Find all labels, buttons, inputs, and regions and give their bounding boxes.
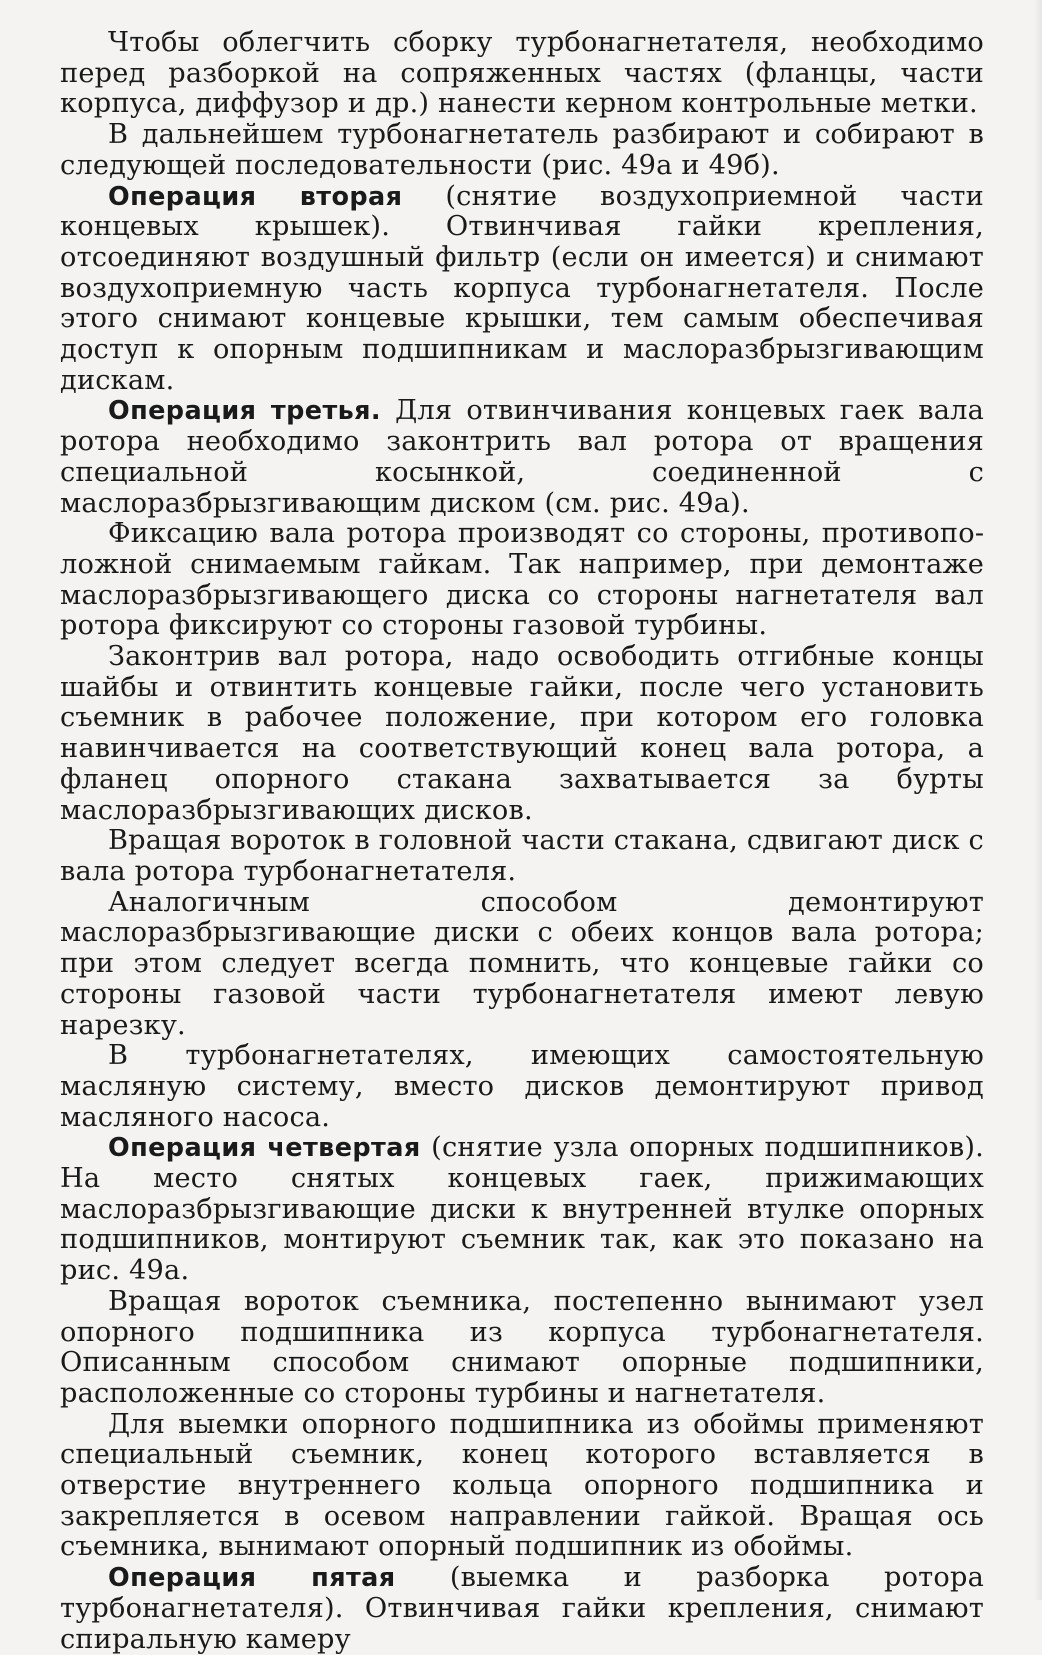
- paragraph-2: [60, 120, 984, 181]
- paragraph-1: [60, 28, 984, 120]
- paragraph-text: Фиксацию вала ротора производят со стороны, противоположной снимаемым гайкам. Так например, при демонтаже маслоразбрызгивающего диска со стороны нагнетателя вал ротора фиксируют со стороны газовой турбины.: [60, 518, 984, 642]
- document-page: [60, 28, 984, 1655]
- paragraph-lead: Операция третья.: [108, 396, 382, 427]
- paragraph-text: В дальнейшем турбонагнетатель разбирают и собирают в следующей последовательности (рис. 49а и 49б).: [60, 119, 984, 181]
- paragraph-11: [60, 1287, 984, 1410]
- paragraph-text: Для отвинчивания концевых гаек вала ротора необходимо законтрить вал ротора от вращения специальной косынкой, соединенной с маслоразбрызгивающим диском (см. рис. 49а).: [60, 395, 984, 519]
- paragraph-9: [60, 1041, 984, 1133]
- paragraph-lead: Операция вторая: [108, 181, 403, 212]
- paragraph-text: Для выемки опорного подшипника из обоймы применяют специальный съемник, конец которого вставляется в отверстие внутреннего кольца опорного подшипника и закрепляется в осевом направлении гайкой. Вращая ось съемника, вынимают опорный подшипник из обоймы.: [60, 1408, 984, 1563]
- paragraph-text: (снятие узла опорных подшипников). На место снятых концевых гаек, прижимающих маслоразбрызгивающие диски к внутренней втулке опорных подшипников, монтируют съемник так, как это показано на рис. 49а.: [60, 1132, 984, 1287]
- scan-edge-shadow: [1034, 0, 1042, 1600]
- paragraph-lead: Операция пятая: [108, 1563, 396, 1594]
- paragraph-3: [60, 182, 984, 397]
- paragraph-text: В турбонагнетателях, имеющих самостоятельную масляную систему, вместо дисков демонтируют привод масляного насоса.: [60, 1040, 984, 1133]
- paragraph-12: [60, 1410, 984, 1564]
- paragraph-7: [60, 826, 984, 887]
- paragraph-text: Вращая вороток съемника, постепенно вынимают узел опорного подшипника из корпуса турбонагнетателя. Описанным способом снимают опорные подшипники, расположенные со стороны турбины и нагнетателя.: [60, 1285, 984, 1409]
- paragraph-lead: Операция четвертая: [108, 1133, 421, 1164]
- paragraph-10: [60, 1133, 984, 1287]
- paragraph-text: Вращая вороток в головной части стакана, сдвигают диск с вала ротора турбонагнетателя.: [60, 825, 984, 887]
- paragraph-6: [60, 642, 984, 826]
- paragraph-8: [60, 888, 984, 1042]
- paragraph-text: Аналогичным способом демонтируют маслоразбрызгивающие диски с обеих концов вала ротора; при этом следует всегда помнить, что концевые гайки со стороны газовой части турбонагнетателя имеют левую нарезку.: [60, 886, 984, 1041]
- paragraph-13: [60, 1563, 984, 1655]
- paragraph-text: Чтобы облегчить сборку турбонагнетателя, необходимо перед разборкой на сопряженных частях (фланцы, части корпуса, диффузор и др.) нанести керном контрольные метки.: [60, 27, 984, 120]
- paragraph-text: (снятие воздухоприемной части концевых крышек). Отвинчивая гайки крепления, отсоединяют воздушный фильтр (если он имеется) и снимают воздухоприемную часть корпуса турбонагнетателя. После этого снимают концевые крышки, тем самым обеспечивая доступ к опорным подшипникам и маслоразбрызгивающим дискам.: [60, 180, 984, 396]
- paragraph-4: [60, 396, 984, 519]
- paragraph-5: [60, 519, 984, 642]
- paragraph-text: (выемка и разборка ротора турбонагнетателя). Отвинчивая гайки крепления, снимают спиральную камеру: [60, 1562, 984, 1655]
- paragraph-text: Законтрив вал ротора, надо освободить отгибные концы шайбы и отвинтить концевые гайки, после чего установить съемник в рабочее положение, при котором его головка навинчивается на соответствующий конец вала ротора, а фланец опорного стакана захватывается за бурты маслоразбрызгивающих дисков.: [60, 641, 984, 826]
